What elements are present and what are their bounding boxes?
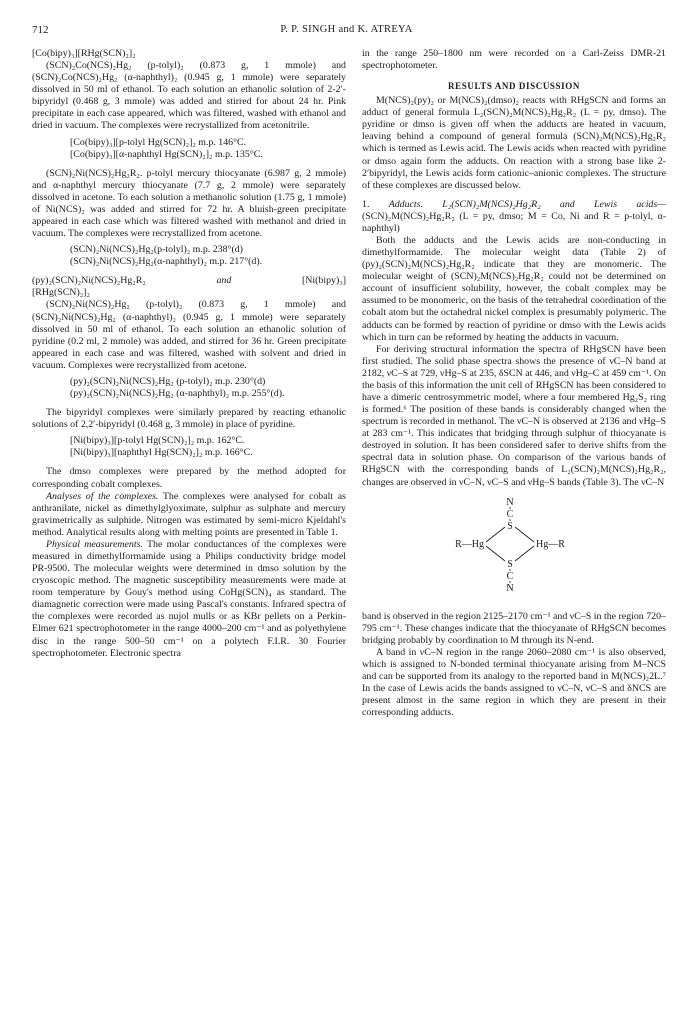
prep-paragraph-ni-py: (SCN)₂Ni(NCS)₂Hg₂ (p-tolyl)₂ (0.873 g, 1 mmole) and (SCN)₂Ni(NCS)₂Hg₂ (α-naphthyl)₂ (0.945 g, 1 mmole) were separately dissolved in 50 ml of ethanol. To each solution an ethanolic solution of pyridine (0.2 ml, 2 mmole) was added, and stirred for 36 hr. Green precipitate appeared in each case and was filtered, washed with solvent and dried in vacuum. Complexes were recrystallized from acetone. <box>32 299 346 371</box>
terminal-ncs-paragraph: A band in νC–N region in the range 2060–2080 cm⁻¹ is also observed, which is assigned to N-bonded terminal thiocyanate arising from M–NCS and can be supported from its analogy to the reported band in M(NCS)₂2L.⁷ In the case of Lewis acids the bands assigned to νC–N, νC–S and δNCS are present almost in the same region in which they are present in their corresponding adducts. <box>362 646 666 719</box>
struct-atom-s-top: S <box>507 520 513 532</box>
physical-measurements-heading: Physical measurements. <box>46 538 143 550</box>
prep-title-part: [Ni(bipy)₃] <box>301 275 346 287</box>
prep-title-ni-adducts <box>32 275 346 287</box>
subsection-heading <box>362 199 666 235</box>
prep-paragraph-co-bipy: (SCN)₂Co(NCS)₂Hg₂ (p-tolyl)₂ (0.873 g, 1 mmole) and (SCN)₂Co(NCS)₂Hg₂ (α-naphthyl)₂ (0.945 g, 1 mmole) were separately dissolved in 50 ml of ethanol. To each solution an ethanolic solution of 2-2′-bipyridyl (0.468 g, 3 mmole) was added and stirred for about 24 hr. Pink precipitate in each case appeared, which was filtered, washed with ethanol and dried in vacuum. The complexes were recrystallized from acetonitrile. <box>32 60 346 132</box>
compound-line: [Co(bipy)₃][α-naphthyl Hg(SCN)₂]₂ m.p. 135°C. <box>70 148 263 160</box>
compound-line: [Ni(bipy)₃][naphthyl Hg(SCN)₂]₂ m.p. 166°C. <box>70 447 253 459</box>
running-head: P. P. SINGH and K. ATREYA <box>280 24 413 35</box>
compound-line: (py)₂(SCN)₂Ni(NCS)₂Hg₂ (α-naphthyl)₂ m.p. 255°(d). <box>70 388 285 400</box>
struct-atom-c-top: C <box>506 508 514 520</box>
struct-group-left: R—Hg <box>455 538 484 550</box>
compound-line: (SCN)₂Ni(NCS)₂Hg₂(p-tolyl)₂ m.p. 238°(d) <box>70 244 243 256</box>
prep-title-part: [RHg(SCN)₂]₂ <box>32 287 90 299</box>
struct-atom-n-top: N <box>506 496 514 508</box>
bridging-paragraph: band is observed in the region 2125–2170 cm⁻¹ and νC–S in the region 720–795 cm⁻¹. These changes indicate that the thiocyanate of RHgSCN becomes bridging probably by coordination to M through its N-end. <box>362 610 666 646</box>
prep-title-part: (py)₂(SCN)₂Ni(NCS)₂Hg₂R₂ <box>32 275 146 287</box>
subsection-number: 1. <box>362 198 389 210</box>
left-column <box>32 48 346 660</box>
right-column <box>362 48 666 719</box>
subsection-title: Adducts. L₂(SCN)₂M(NCS)₂Hg₂R₂ and Lewis acids— <box>388 198 666 210</box>
analyses-text: The complexes were analysed for cobalt as anthranilate, nickel as dimethylglyoximate, sulphur as sulphate and mercury gravimetrically as sulphide. Nitrogen was estimated by semi-micro Kjeldahl's method. Analytical results along with melting points are presented in Table 1. <box>32 490 346 538</box>
ir-paragraph: For deriving structural information the spectra of RHgSCN have been first studied. The solid phase spectra shows the presence of νC–N band at 2182, νC–S at 729, νHg–S at 235, δSCN at 446, and νHg–C at 459 cm⁻¹. On the basis of this information the unit cell of RHgSCN has been considered to have a dimeric centrosymmetric model, where a four membered Hg₂S₂ ring is formed.⁶ The position of these bands is considerably changed when the spectrum is recorded in methanol. The νC–N is observed at 2136 and νHg–S at 283 cm⁻¹. This indicates that bridging through sulphur of thiocyanate is destroyed in solution. It has been considered safer to derive shifts from the spectral data in solution phase. On comparison of the various bands of RHgSCN with the corresponding bands of L₂(SCN)₂M(NCS)₂Hg₂R₂, changes are observed in νC–N, νC–S and νHg–S bands (Table 3). The νC–N <box>362 343 666 488</box>
hg2s2-ring-structure <box>362 495 666 603</box>
analyses-paragraph <box>32 491 346 539</box>
page-number: 712 <box>32 24 49 36</box>
struct-atom-s-bottom: S <box>507 558 513 570</box>
spectra-continuation: in the range 250–1800 nm were recorded on a Carl-Zeiss DMR-21 spectrophotometer. <box>362 48 666 72</box>
physical-measurements-paragraph <box>32 539 346 660</box>
compound-line: [Ni(bipy)₃][p-tolyl Hg(SCN)₂]₂ m.p. 162°C. <box>70 435 245 447</box>
prep-paragraph-ni-lewis-acid: (SCN)₂Ni(NCS)₂Hg₂R₂. p-tolyl mercury thiocyanate (6.987 g, 2 mmole) and α-naphthyl mercury thiocyanate (7.7 g, 2 mmole) were separately dissolved in acetone. To each solution a methanolic solution (1.75 g, 1 mmole) of Ni(NCS)₂ was added and stirred for 72 hr. A bluish-green precipitate appeared in each case which was filtered washed with methanol and dried in vacuum. The complexes were recrystallized from acetone. <box>32 167 346 240</box>
struct-atom-n-bottom: N <box>506 582 514 594</box>
page-header <box>0 0 693 44</box>
subsection-formula: (SCN)₂M(NCS)₂Hg₂R₂ (L = py, dmso; M = Co, Ni and R = p-tolyl, α-naphthyl) <box>362 210 666 234</box>
compound-line: (SCN)₂Ni(NCS)₂Hg₂(α-naphthyl)₂ m.p. 217°(d). <box>70 256 263 268</box>
prep-paragraph-ni-bipy: The bipyridyl complexes were similarly prepared by reacting ethanolic solutions of 2,2′-bipyridyl (0.468 g, 3 mmole) in place of pyridine. <box>32 407 346 431</box>
adducts-paragraph: Both the adducts and the Lewis acids are non-conducting in dimethylformamide. The molecular weight data (Table 2) of (py)₂(SCN)₂M(NCS)₂Hg₂R₂ indicate that they are monomeric. The molecular weight of (SCN)₂M(NCS)₂Hg₂R₂ could not be determined on account of insufficient solubility, however, the cobalt complex may be assumed to be monomeric, on the basis of the tetrahedral coordination of the cobalt atom but the octahedral nickel complex is presumably polymeric. The adducts can be formed by reaction of pyridine or dmso with the Lewis acids which in turn can be reformed by heating the adducts in vacuum. <box>362 234 666 343</box>
section-heading: RESULTS AND DISCUSSION <box>448 81 580 92</box>
analyses-heading: Analyses of the complexes. <box>46 490 159 502</box>
prep-paragraph-dmso: The dmso complexes were prepared by the method adopted for corresponding cobalt complexes. <box>32 466 346 490</box>
prep-title-co-bipy: [Co(bipy)₃][RHg(SCN)₂]₂ <box>32 48 136 59</box>
struct-group-right: Hg—R <box>536 538 565 550</box>
struct-atom-c-bottom: C <box>506 570 514 582</box>
results-paragraph: M(NCS)₂(py)₂ or M(NCS)₂(dmso)₂ reacts with RHgSCN and forms an adduct of general formula L₂(SCN)₂M(NCS)₂Hg₂R₂ (L = py, dmso). The pyridine or dmso is given off when the adducts are heated in vacuum, leaving behind a compound of general formula (SCN)₂M(NCS)₂Hg₂R₂ which is termed as Lewis acid. The Lewis acids when reacted with pyridine or dmso again form the adducts. On reaction with a strong base like 2-2′bipyridyl, the Lewis acids form cationic–anionic complexes. The structure of these complexes are discussed below. <box>362 95 666 191</box>
compound-line: [Co(bipy)₃][p-tolyl Hg(SCN)₂]₂ m.p. 146°C. <box>70 136 247 148</box>
physical-measurements-text: The molar conductances of the complexes were measured in dimethylformamide using a Philips conductivity bridge model PR-9500. The molecular weights were determined in dmso solution by the cryoscopic method. The magnetic susceptibility measurements were made at room temperature by Gouy's method using CoHg(SCN)₄ as standard. The diamagnetic correction were made using Pascal's constants. Infrared spectra of the complexes were recorded as nujol mulls or as KBr pellets on a Perkin-Elmer 621 spectrophotometer in the range 4000–200 cm⁻¹ and as polyethylene disc in the range 500–50 cm⁻¹ on a polytech F.I.R. 30 Fourier spectrophotometer. Electronic spectra <box>32 538 346 659</box>
prep-title-conjunction: and <box>216 275 232 287</box>
compound-line: (py)₂(SCN)₂Ni(NCS)₂Hg₂ (p-tolyl)₂ m.p. 230°(d) <box>70 375 266 387</box>
